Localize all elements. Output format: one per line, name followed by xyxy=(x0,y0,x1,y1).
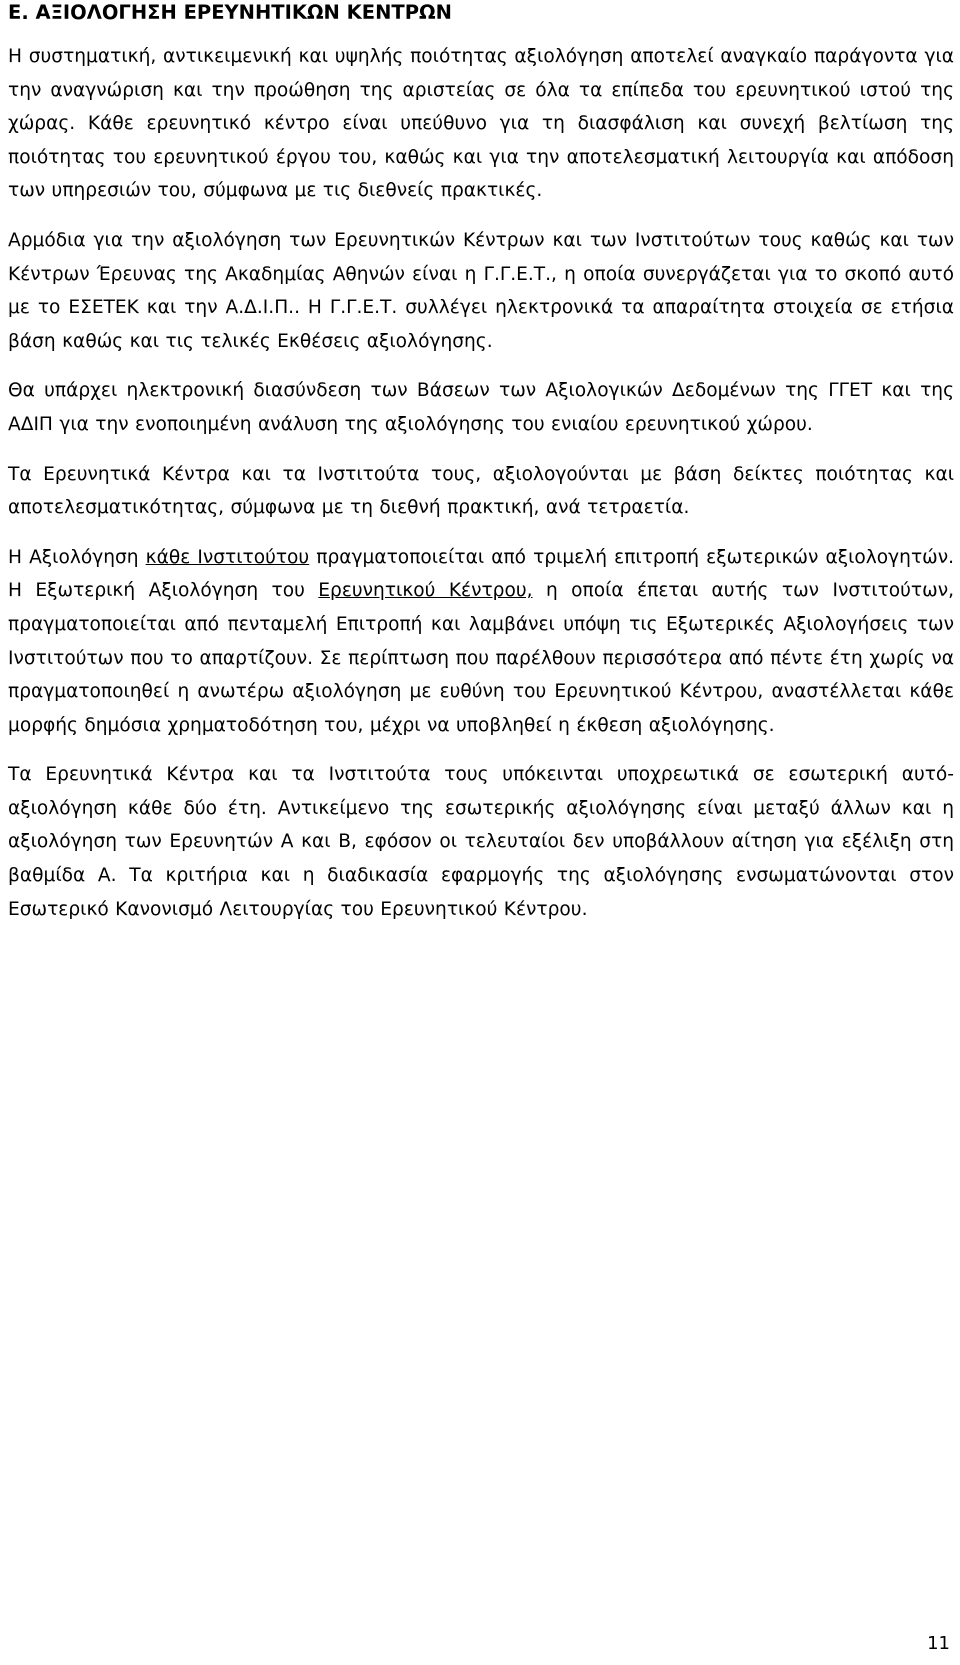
text-run: η οποία έπεται αυτής των Ινστιτούτων, πραγματοποιείται από πενταμελή Επιτροπή και λαμβάνει υπόψη τις Εξωτερικές Αξιολογήσεις των Ινστιτούτων που το απαρτίζουν. Σε περίπτωση που παρέλθουν περισσότερα από πέντε έτη χωρίς να πραγματοποιηθεί η ανωτέρω αξιολόγηση με ευθύνη του Ερευνητικού Κέντρου, αναστέλλεται κάθε μορφής δημόσια χρηματοδότηση του, μέχρι να υποβληθεί η έκθεση αξιολόγησης. xyxy=(8,580,954,736)
paragraph-internal-evaluation: Τα Ερευνητικά Κέντρα και τα Ινστιτούτα τους υπόκεινται υποχρεωτικά σε εσωτερική αυτό-αξιολόγηση κάθε δύο έτη. Αντικείμενο της εσωτερικής αξιολόγησης είναι μεταξύ άλλων και η αξιολόγηση των Ερευνητών Α και Β, εφόσον οι τελευταίοι δεν υποβάλλουν αίτηση για εξέλιξη στη βαθμίδα Α. Τα κριτήρια και η διαδικασία εφαρμογής της αξιολόγησης ενσωματώνονται στον Εσωτερικό Κανονισμό Λειτουργίας του Ερευνητικού Κέντρου. xyxy=(8,764,954,920)
underlined-research-center: Ερευνητικού Κέντρου, xyxy=(318,580,533,602)
section-heading: Ε. ΑΞΙΟΛΟΓΗΣΗ ΕΡΕΥΝΗΤΙΚΩΝ ΚΕΝΤΡΩΝ xyxy=(8,1,452,24)
text-run: πραγματοποιείται από τριμελή επιτροπή εξωτερικών αξιολογητών. Η Εξωτερική Αξιολόγηση του xyxy=(8,546,955,602)
paragraph-responsibility: Αρμόδια για την αξιολόγηση των Ερευνητικών Κέντρων και των Ινστιτούτων τους καθώς και των Κέντρων Έρευνας της Ακαδημίας Αθηνών είναι η Γ.Γ.Ε.Τ., η οποία συνεργάζεται για το σκοπό αυτό με το ΕΣΕΤΕΚ και την Α.Δ.Ι.Π.. Η Γ.Γ.Ε.Τ. συλλέγει ηλεκτρονικά τα απαραίτητα στοιχεία σε ετήσια βάση καθώς και τις τελικές Εκθέσεις αξιολόγησης. xyxy=(8,229,954,352)
paragraph-evaluation-intro: Η συστηματική, αντικειμενική και υψηλής ποιότητας αξιολόγηση αποτελεί αναγκαίο παράγοντα για την αναγνώριση και την προώθηση της αριστείας σε όλα τα επίπεδα του ερευνητικού ιστού της χώρας. Κάθε ερευνητικό κέντρο είναι υπεύθυνο για τη διασφάλιση και συνεχή βελτίωση της ποιότητας του ερευνητικού έργου του, καθώς και για την αποτελεσματική λειτουργία και απόδοση των υπηρεσιών του, σύμφωνα με τις διεθνείς πρακτικές. xyxy=(8,46,954,202)
paragraph-database-link: Θα υπάρχει ηλεκτρονική διασύνδεση των Βάσεων των Αξιολογικών Δεδομένων της ΓΓΕΤ και της ΑΔΙΠ για την ενοποιημένη ανάλυση της αξιολόγησης του ενιαίου ερευνητικού χώρου. xyxy=(8,380,954,435)
document-body xyxy=(8,40,954,942)
paragraph-quadrennial: Τα Ερευνητικά Κέντρα και τα Ινστιτούτα τους, αξιολογούνται με βάση δείκτες ποιότητας και αποτελεσματικότητας, σύμφωνα με τη διεθνή πρακτική, ανά τετραετία. xyxy=(8,463,954,519)
text-run: Η Αξιολόγηση xyxy=(8,546,146,568)
page-number: 11 xyxy=(927,1633,950,1654)
underlined-institute: κάθε Ινστιτούτου xyxy=(145,546,310,568)
paragraph-external-evaluation xyxy=(8,541,954,743)
